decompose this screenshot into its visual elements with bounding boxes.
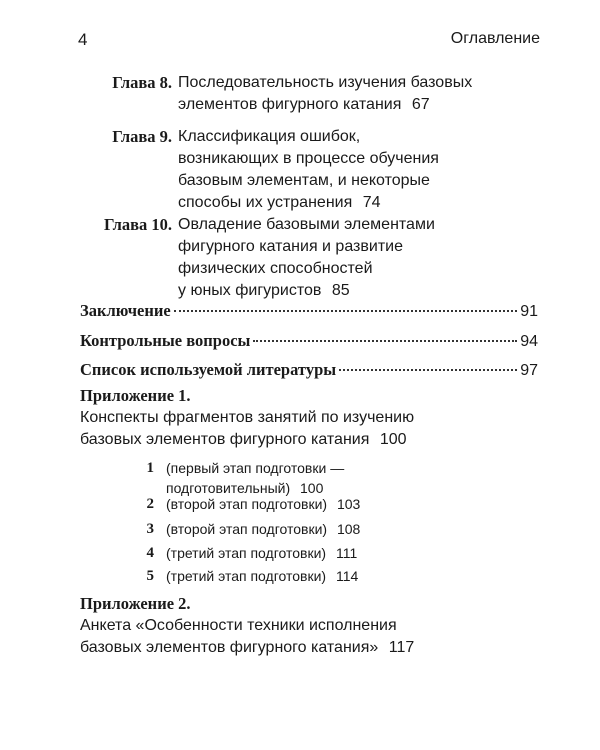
page-ref: 85 [331, 282, 350, 299]
subentry-text-line: (второй этап подготовки) [166, 521, 328, 537]
page-number: 4 [78, 30, 88, 49]
page-ref: 108 [336, 521, 361, 537]
page-ref: 100 [300, 480, 324, 496]
page-ref: 67 [411, 96, 430, 113]
toc-entry-conclusion[interactable] [80, 300, 538, 323]
subentry-number: 2 [146, 496, 154, 512]
toc-entry-appendix-2[interactable] [80, 593, 538, 659]
appendix-title: Приложение 1. [80, 386, 191, 405]
page-ref: 91 [520, 303, 538, 320]
appendix-text-line: базовых элементов фигурного катания» [80, 639, 379, 656]
appendix-title: Приложение 2. [80, 594, 191, 613]
chapter-title-line: Классификация ошибок, [178, 128, 361, 145]
chapter-label: Глава 10. [103, 215, 172, 234]
subentry-text-line: (третий этап подготовки) [166, 545, 327, 561]
appendix-text-line: Конспекты фрагментов занятий по изучению [80, 409, 415, 426]
running-title: Оглавление [450, 30, 540, 47]
page-ref: 103 [336, 496, 361, 512]
page-ref: 111 [335, 545, 358, 561]
dot-leader [339, 369, 517, 371]
page-ref: 94 [520, 333, 538, 350]
section-title: Контрольные вопросы [80, 331, 251, 350]
chapter-title-line: Последовательность изучения базовых [178, 74, 473, 91]
chapter-label: Глава 8. [112, 73, 172, 92]
section-title: Заключение [80, 301, 171, 320]
page-ref: 74 [362, 194, 381, 211]
subentry-number: 3 [146, 521, 154, 537]
dot-leader [253, 340, 517, 342]
subentry-text-line: (третий этап подготовки) [166, 568, 327, 584]
chapter-title-line: возникающих в процессе обучения [178, 150, 439, 167]
toc-entry-chapter-10[interactable] [92, 214, 538, 304]
subentry-number: 5 [146, 568, 154, 584]
subentry-text-line: подготовительный) [166, 480, 291, 496]
page-ref: 117 [388, 639, 415, 656]
subentry-number: 1 [146, 460, 154, 476]
chapter-title-line: базовым элементам, и некоторые [178, 172, 430, 189]
chapter-label: Глава 9. [112, 127, 172, 146]
toc-entry-chapter-9[interactable] [92, 126, 538, 216]
subentry-text-line: (второй этап подготовки) [166, 496, 328, 512]
page-ref: 114 [335, 568, 359, 584]
chapter-title-line: у юных фигуристов [178, 282, 322, 299]
subentry-number: 4 [146, 545, 154, 561]
page-ref: 97 [520, 362, 538, 379]
chapter-title-line: фигурного катания и развитие [178, 238, 403, 255]
section-title: Список используемой литературы [80, 360, 337, 379]
toc-entry-appendix-1[interactable] [80, 385, 538, 451]
chapter-title-line: Овладение базовыми элементами [178, 216, 435, 233]
chapter-title-line: способы их устранения [178, 194, 353, 211]
appendix-text-line: базовых элементов фигурного катания [80, 431, 370, 448]
page-ref: 100 [379, 431, 407, 448]
dot-leader [174, 310, 518, 312]
toc-entry-control-questions[interactable] [80, 330, 538, 353]
chapter-title-line: элементов фигурного катания [178, 96, 402, 113]
subentry-text-line: (первый этап подготовки — [166, 460, 345, 476]
toc-entry-chapter-8[interactable] [92, 72, 538, 118]
appendix-text-line: Анкета «Особенности техники исполнения [80, 617, 397, 634]
toc-entry-bibliography[interactable] [80, 359, 538, 382]
chapter-title-line: физических способностей [178, 260, 373, 277]
